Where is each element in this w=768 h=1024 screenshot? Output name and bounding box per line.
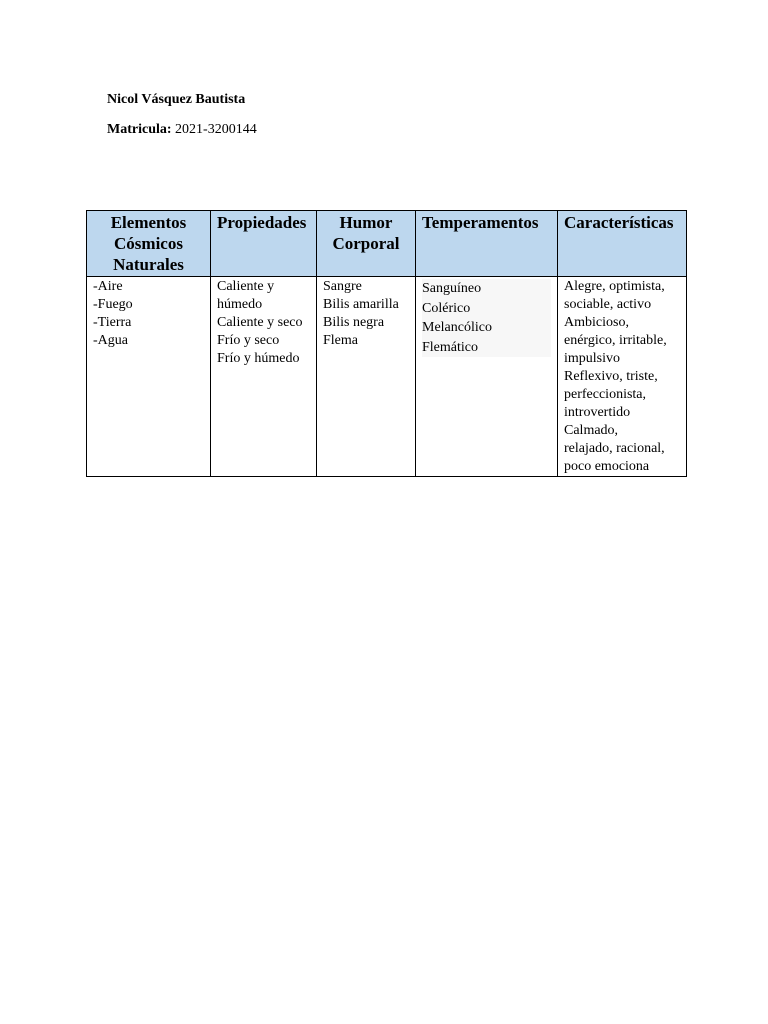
propiedad-line: Frío y seco: [217, 333, 280, 348]
caracteristica-line: perfeccionista,: [564, 387, 647, 402]
cell-elementos: [87, 277, 211, 477]
table-header-row: [87, 211, 687, 277]
caracteristica-line: relajado, racional,: [564, 441, 665, 456]
caracteristica-line: poco emociona: [564, 459, 650, 474]
author-name: Nicol Vásquez Bautista: [107, 92, 246, 107]
caracteristica-line: enérgico, irritable,: [564, 333, 667, 348]
propiedad-line: Frío y húmedo: [217, 351, 300, 366]
temperamento-colerico: Colérico: [422, 300, 471, 316]
column-header-elementos: Elementos Cósmicos Naturales: [87, 211, 211, 277]
matricula-label: Matricula:: [107, 122, 172, 137]
elemento-fuego: -Fuego: [93, 297, 133, 312]
humor-bilis-amarilla: Bilis amarilla: [323, 297, 399, 312]
matricula-value: 2021-3200144: [175, 122, 257, 137]
column-header-propiedades: Propiedades: [211, 211, 317, 277]
elemento-tierra: -Tierra: [93, 315, 132, 330]
column-header-caracteristicas: Características: [558, 211, 687, 277]
cell-temperamentos: [416, 277, 558, 477]
temperamento-flematico: Flemático: [422, 339, 478, 355]
caracteristica-line: introvertido: [564, 405, 631, 420]
humor-sangre: Sangre: [323, 279, 362, 294]
table-row: [87, 277, 687, 477]
humor-flema: Flema: [323, 333, 358, 348]
cell-humor: [317, 277, 416, 477]
caracteristica-line: Alegre, optimista,: [564, 279, 665, 294]
matricula-line: [107, 121, 257, 139]
cell-caracteristicas: [558, 277, 687, 477]
temperamentos-box: [422, 279, 551, 357]
temperamento-melancolico: Melancólico: [422, 320, 492, 335]
caracteristica-line: sociable, activo: [564, 297, 652, 312]
humors-table: [86, 210, 687, 477]
caracteristica-line: Calmado,: [564, 423, 619, 438]
column-header-temperamentos: Temperamentos: [416, 211, 558, 277]
elemento-aire: -Aire: [93, 279, 123, 294]
caracteristica-line: Ambicioso,: [564, 315, 629, 330]
caracteristica-line: Reflexivo, triste,: [564, 369, 658, 384]
propiedad-line: Caliente y: [217, 279, 275, 294]
temperamento-sanguineo: Sanguíneo: [422, 281, 482, 296]
humor-bilis-negra: Bilis negra: [323, 315, 385, 330]
cell-propiedades: [211, 277, 317, 477]
caracteristica-line: impulsivo: [564, 351, 621, 366]
column-header-humor: Humor Corporal: [317, 211, 416, 277]
propiedad-line: húmedo: [217, 297, 263, 312]
elemento-agua: -Agua: [93, 333, 128, 348]
propiedad-line: Caliente y seco: [217, 315, 303, 330]
